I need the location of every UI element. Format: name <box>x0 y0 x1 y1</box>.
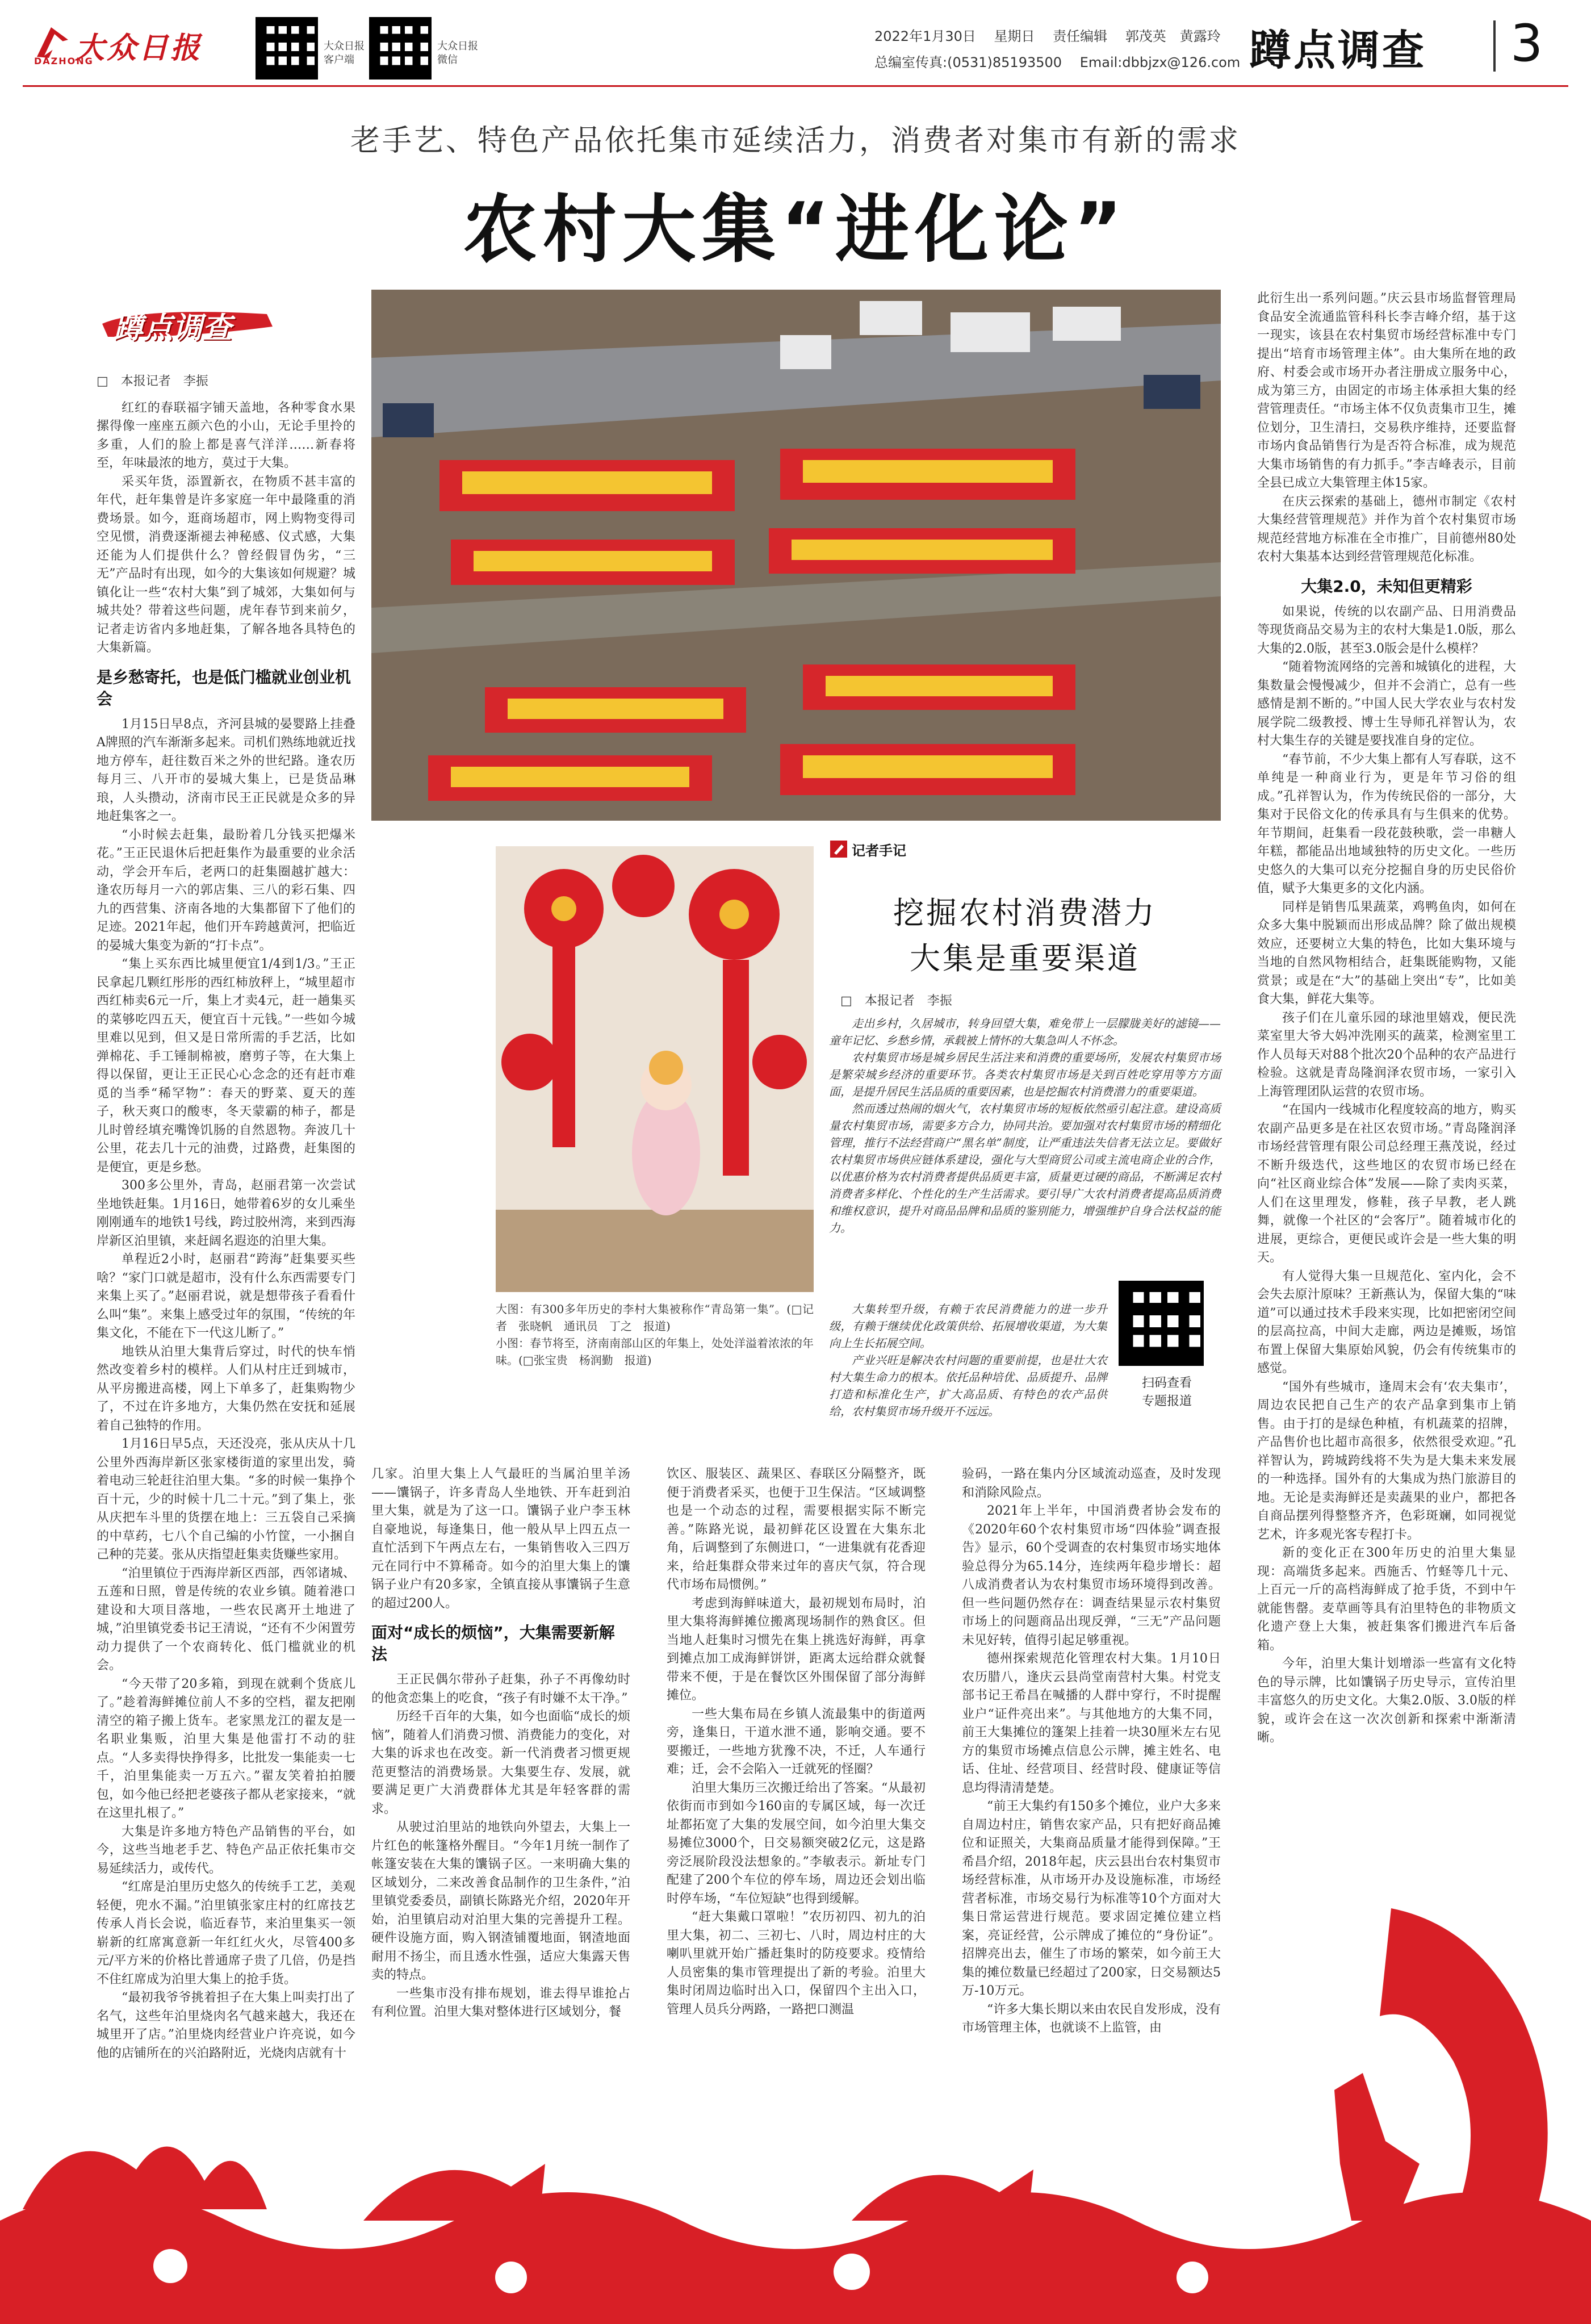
issue-weekday: 星期日 <box>994 28 1035 44</box>
paragraph: 几家。泊里大集上人气最旺的当属泊里羊汤——馕锅子，许多青岛人坐地铁、开车赶到泊里大集，就是为了这一口。馕锅子业户李玉林自豪地说，每逢集日，他一般从早上四五点一直忙活到下午两点左右，一集销售收入三四万元在同行中不算稀奇。如今的泊里大集上的馕锅子业户有20多家，全镇直接从事馕锅子生意的超过200人。 <box>371 1467 630 1611</box>
paragraph: 历经千百年的大集，如今也面临“成长的烦恼”，随着人们消费习惯、消费能力的变化，对大集的诉求也在改变。新一代消费者习惯更规范更整洁的消费场景。大集要生存、发展，就要满足更广大消费群体尤其是年轻客群的需求。 <box>371 1709 630 1816</box>
column-badge-text: 蹲点调查 <box>114 311 232 345</box>
paragraph: 德州探索规范化管理农村大集。1月10日农历腊八，逢庆云县尚堂南营村大集。村党支部书记王希昌在喊播的人群中穿行，不时提醒业户“证件亮出来”。与其他地方的大集不同，前王大集摊位的篷架上挂着一块30厘米左右见方的集贸市场摊点信息公示牌，摊主姓名、电话、住址、经营项目、经营时段、健康证等信息均得清清楚楚。 <box>962 1652 1221 1795</box>
notes-qr[interactable] <box>1119 1281 1204 1366</box>
notes-body-lower <box>829 1301 1107 1418</box>
notes-tag <box>829 838 943 860</box>
paragraph: 红红的春联福字铺天盖地，各种零食水果摞得像一座座五颜六色的小山，无论手里拎的多重，人们的脸上都是喜气洋洋……新春将至，年味最浓的地方，莫过于大集。 <box>97 400 355 470</box>
paragraph: 采买年货，添置新衣，在物质不甚丰富的年代，赶年集曾是许多家庭一年中最隆重的消费场景。如今，逛商场超市，网上购物变得司空见惯，消费逐渐褪去神秘感、仪式感，大集还能为人们提供什么？曾经假冒伪劣，“三无”产品时有出现，如今的大集该如何规避？城镇化让一些“农村大集”到了城郊，大集如何与城共处？带着这些问题，虎年春节到来前夕，记者走访省内多地赶集，了解各地各具特色的大集新篇。 <box>97 474 355 655</box>
paragraph: “红席是泊里历史悠久的传统手工艺，美观轻便，兜水不漏。”泊里镇张家庄村的红席技艺传承人肖长会说，临近春节，来泊里集买一领崭新的红席寓意新一年红红火火，尽管400多元/平方米的价格比普通席子贵了几倍，仍是挡不住红席成为泊里大集上的抢手货。 <box>97 1880 355 1987</box>
paragraph: 同样是销售瓜果蔬菜，鸡鸭鱼肉，如何在众多大集中脱颖而出形成品牌？除了做出规模效应，还要树立大集的特色，比如大集环境与当地的自然风物相结合，赶集既能购物，又能赏景；或是在“大”的基础上突出“专”，比如美食大集，鲜花大集等。 <box>1257 900 1516 1006</box>
paragraph: 此衍生出一系列问题。”庆云县市场监督管理局食品安全流通监管科科长李吉峰介绍，基于这一现实，该县在农村集贸市场经营标准中专门提出“培育市场管理主体”。由大集所在地的政府、村委会或市场开办者注册成立服务中心，成为第三方，由固定的市场主体承担大集的经营管理责任。“市场主体不仅负责集市卫生，摊位划分，卫生清扫，交易秩序维持，还要监督市场内食品销售行为是否符合标准，成为规范大集市场销售的有力抓手。”李吉峰表示，目前全县已成立大集管理主体15家。 <box>1257 291 1516 490</box>
paragraph: 一些集市没有排布规划，谁去得早谁抢占有利位置。泊里大集对整体进行区域划分，餐 <box>371 1986 630 2019</box>
masthead <box>0 0 1591 85</box>
page-number: 3 <box>1510 14 1543 73</box>
col-right-article <box>1257 290 1516 1971</box>
issue-date: 2022年1月30日 <box>874 28 976 44</box>
notes-tag-text: 记者手记 <box>852 842 906 859</box>
paragraph: 一些大集布局在乡镇人流最集中的街道两旁，逢集日，干道水泄不通，影响交通。要不要搬迁，一些地方犹豫不决，不迁，人车通行难；迁，会不会陷入一迁就死的怪圈？ <box>667 1707 926 1777</box>
paragraph: 孩子们在儿童乐园的球池里嬉戏，便民洗菜室里大爷大妈冲洗刚买的蔬菜，检测室里工作人员每天对88个批次20个品种的农产品进行检验。这就是青岛隆润泽农贸市场，一家引入上海管理团队运营的农贸市场。 <box>1257 1010 1516 1099</box>
paragraph: “最初我爷爷挑着担子在大集上叫卖打出了名气，这些年泊里烧肉名气越来越大，我还在城里开了店。”泊里烧肉经营业户许亮说，如今他的店铺所在的兴泊路附近，光烧肉店就有十 <box>97 1991 355 2060</box>
paragraph: 地铁从泊里大集背后穿过，时代的快车悄然改变着乡村的模样。人们从村庄迁到城市，从平房搬进高楼，网上下单多了，赶集购物少了，不过在许多地方，大集仍然在安抚和延展着自己独特的作用。 <box>97 1344 355 1433</box>
paragraph: 验码，一路在集内分区域流动巡查，及时发现和消除风险点。 <box>962 1467 1221 1500</box>
paragraph: “许多大集长期以来由农民自发形成，没有市场管理主体，也就谈不上监管，由 <box>962 2002 1221 2035</box>
notes-title-2: 大集是重要渠道 <box>910 941 1140 976</box>
paragraph: 单程近2小时，赵丽君“跨海”赶集要买些啥？“家门口就是超市，没有什么东西需要专门来集上买了。”赵丽君说，就是想带孩子看看什么叫“集”。来集上感受过年的氛围，“传统的年集文化，不能在下一代这儿断了。” <box>97 1252 355 1340</box>
lotus-papercut <box>23 2147 267 2210</box>
paragraph: “集上买东西比城里便宜1/4到1/3。”王正民拿起几颗红彤彤的西红柿放秤上，“城里超市西红柿卖6元一斤，集上才卖4元，赶一趟集买的菜够吃四五天，便宜百十元钱。”一些如今城里难以见到，但又是日常所需的手艺活，比如弹棉花、手工锤制棉被，磨剪子等，在大集上得以保留，更让王正民心心念念的还有赶市难觅的当季“稀罕物”：春天的野菜、夏天的莲子，秋天爽口的酸枣，冬天蒙霸的柿子，都是儿时曾经填充嘴馋饥肠的自然恩物。奔波几十公里，花去几十元的油费，过路费，赶集图的是便宜，更是乡愁。 <box>97 957 355 1174</box>
caption-small: 小图：春节将至，济南南部山区的年集上，处处洋溢着浓浓的年味。(□张宝贵 杨润勤 报道) <box>496 1336 814 1367</box>
fish-papercut <box>363 2164 545 2221</box>
pen-icon <box>829 839 848 859</box>
headline-title: 农村大集“进化论” <box>463 186 1128 273</box>
paragraph: 在庆云探索的基础上，德州市制定《农村大集经营管理规范》并作为首个农村集贸市场规范经营地方标准在全市推广，目前德州80处农村大集基本达到经营管理规范化标准。 <box>1257 494 1516 564</box>
notes-body <box>829 1015 1221 1299</box>
editor-label: 责任编辑 <box>1053 28 1108 44</box>
paragraph: 如果说，传统的以农副产品、日用消费品等现货商品交易为主的农村大集是1.0版，那么大集的2.0版，甚至3.0版会是什么模样？ <box>1257 604 1516 656</box>
hotline: 总编室传真:(0531)85193500 <box>874 55 1062 70</box>
qr-wechat[interactable] <box>369 17 432 80</box>
paragraph: “随着物流网络的完善和城镇化的进程，大集数量会慢慢减少，但并不会消亡，总有一些感情是割不断的。”中国人民大学农业与农村发展学院二级教授、博士生导师孔祥智认为，农村大集生存的关键是要找准自身的定位。 <box>1257 660 1516 748</box>
paragraph: 1月16日早5点，天还没亮，张从庆从十几公里外西海岸新区张家楼街道的家里出发，骑着电动三轮赶往泊里大集。“多的时候一集挣个百十元，少的时候十几二十元。”到了集上，张从庆把车斗里的货摆在地上：三五袋自己采摘的中草药，七八个自己编的小竹筐，一小捆自己种的芫荽。张从庆指望赶集卖货赚些家用。 <box>97 1437 355 1562</box>
issue-info <box>874 25 1221 45</box>
market-aerial-illustration <box>371 290 1221 821</box>
email: Email:dbbjzx@126.com <box>1079 55 1241 70</box>
paragraph: “国外有些城市，逢周末会有‘农夫集市’，周边农民把自己生产的农产品拿到集市上销售。由于打的是绿色种植，有机蔬菜的招牌，产品售价也比超市高很多，依然很受欢迎。”孔祥智认为，跨城跨线将不失为是大集未来发展的一种选择。国外有的大集成为热门旅游目的地。无论是卖海鲜还是卖蔬果的业户，都把各自商品摆列得整整齐齐，色彩斑斓，如同视觉艺术，许多观光客专程打卡。 <box>1257 1380 1516 1542</box>
papercut-border-decoration <box>0 1903 1591 2324</box>
subheading: 是乡愁寄托，也是低门槛就业创业机会 <box>97 667 351 708</box>
paragraph: 1月15日早8点，齐河县城的晏婴路上挂叠A牌照的汽车渐渐多起来。司机们熟练地就近找地方停车，赶往数百米之外的世纪路。逢农历每月三、八开市的晏城大集上，已是货品琳琅，人头攒动，济南市民王正民就是众多的异地赶集客之一。 <box>97 717 355 824</box>
paragraph: 王正民偶尔带孙子赶集，孙子不再像幼时的他贪恋集上的吃食，“孩子有时嫌不太干净。” <box>371 1673 630 1706</box>
paragraph: “前王大集约有150多个摊位，业户大多来自周边村庄，销售农家产品，只有把好商品摊位和证照关，大集商品质量才能得到保障。”王希昌介绍，2018年起，庆云县出台农村集贸市场经营标准，从市场开办及设施标准，市场经营者标准，市场交易行为标准等10个方面对大集日常运营进行规范。要求固定摊位建立档案，亮证经营，公示牌成了摊位的“身份证”。招牌亮出去，催生了市场的繁荣，如今前王大集的摊位数量已经超过了200家，日交易额达5万-10万元。 <box>962 1799 1221 1998</box>
paragraph: 新的变化正在300年历史的泊里大集显现：高端货多起来。西施舌、竹蛏等几十元、上百元一斤的高档海鲜成了抢手货，不到中午就能售罄。麦草画等具有泊里特色的非物质文化遗产登上大集，被赶集客们搬进汽车后备箱。 <box>1257 1546 1516 1653</box>
logo-sub: DAZHONG <box>34 56 94 66</box>
paragraph: 饮区、服装区、蔬果区、春联区分隔整齐，既便于消费者采买，也便于卫生保洁。“区域调整也是一个动态的过程，需要根据实际不断完善。”陈路光说，最初鲜花区设置在大集东北角，后调整到了东侧进口，“一进集就有花香迎来，给赶集群众带来过年的喜庆气氛，符合现代市场布局惯例。” <box>667 1467 926 1592</box>
paragraph: 300多公里外，青岛，赵丽君第一次尝试坐地铁赶集。1月16日，她带着6岁的女儿乘坐刚刚通车的地铁1号线，跨过胶州湾，来到西海岸新区泊里镇，来赶阔名遐迩的泊里大集。 <box>97 1178 355 1248</box>
paragraph: 然而透过热闹的烟火气，农村集贸市场的短板依然亟引起注意。建设高质量农村集贸市场，需要多方合力，协同共治。要加强对农村集贸市场的精细化管理，推行不法经营商户“黑名单”制度，让严重违法失信者无法立足。要做好农村集贸市场供应链体系建设，强化与大型商贸公司或主流电商企业的合作，以优惠价格为农村消费者提供品质更丰富，质量更过硬的商品，不断满足农村消费者多样化、个性化的生产生活需求。要引导广大农村消费者提高品质消费和维权意识，提升对商品品牌和品质的鉴别能力，增强维护自身合法权益的能力。 <box>829 1102 1221 1235</box>
notes-qr-caption: 扫码查看 专题报道 <box>1141 1376 1192 1408</box>
column-badge <box>97 292 278 349</box>
paragraph: 考虑到海鲜味道大，最初规划布局时，泊里大集将海鲜摊位搬离现场制作的熟食区。但当地人赶集时习惯先在集上挑选好海鲜，再拿到摊点加工成海鲜饼饼，距离太远给群众就餐带来不便，于是在餐饮区外围保留了部分海鲜摊位。 <box>667 1596 926 1703</box>
masthead-rule <box>23 85 1568 87</box>
paragraph: 2021年上半年，中国消费者协会发布的《2020年60个农村集贸市场“四体验”调查报告》显示，60个受调查的农村集贸市场实地体验总得分为65.14分，连续两年稳步增长：超八成消费者认为农村集贸市场环境得到改善。但一些问题仍然存在：调查结果显示农村集贸市场上的问题商品出现反弹，“三无”产品问题未见好转，值得引起足够重视。 <box>962 1504 1221 1648</box>
paragraph: “在国内一线城市化程度较高的地方，购买农副产品更多是在社区农贸市场。”青岛隆润泽市场经营管理有限公司总经理王燕茂说，经过不断升级迭代，这些地区的农贸市场已经在向“社区商业综合体”发展——除了卖肉买菜，人们在这里理发，修鞋，孩子早教，老人跳舞，就像一个社区的“会客厅”。随着城市化的进展，更综合，更便民或许会是一些大集的明天。 <box>1257 1103 1516 1265</box>
paragraph: “赶大集戴口罩啦！”农历初四、初九的泊里大集，初二、三初七、八时，周边村庄的大喇叭里就开始广播赶集时的防疫要求。疫情给人员密集的集市管理提出了新的考验。泊里大集时闭周边临时出入口，保留四个主出入口，管理人员兵分两路，一路把口测温 <box>667 1910 926 2017</box>
paragraph: 泊里大集历三次搬迁给出了答案。“从最初依街而市到如今160亩的专属区域，每一次迁址都拓宽了大集的发展空间，如今泊里大集交易摊位3000个，日交易额突破2亿元，这是路旁泛展阶段没法想象的。”李敏表示。新址专门配建了200个车位的停车场，周边还会划出临时停车场，“车位短缺”也得到缓解。 <box>667 1780 926 1906</box>
paragraph: “泊里镇位于西海岸新区西部，西邻诸城、五莲和日照，曾是传统的农业乡镇。随着港口建设和大项目落地，一些农民离开土地进了城，”泊里镇党委书记王清说，“还有不少闲置劳动力提供了一个农商转化、低门槛就业的机会。 <box>97 1566 355 1673</box>
fish-papercut <box>852 2170 1033 2221</box>
paragraph: 产业兴旺是解决农村问题的重要前提，也是壮大农村大集生命力的根本。依托品种培优、品质提升、品牌打造和标准化生产，扩大高品质、有特色的农产品供给，农村集贸市场升级开不远远。 <box>829 1353 1107 1418</box>
paragraph: 有人觉得大集一旦规范化、室内化，会不会失去原汁原味？王新燕认为，保留大集的“味道”可以通过技术手段来实现，比如把密闭空间的层高拉高，中间大走廊，两边是摊贩，场馆布置上保留大集原始风貌，仍会有传统集市的感觉。 <box>1257 1269 1516 1376</box>
lantern-stall-illustration <box>496 846 814 1292</box>
byline: □ 本报记者 李振 <box>97 374 208 388</box>
paragraph: 从驶过泊里站的地铁向外望去，大集上一片红色的帐篷格外醒目。“今年1月统一制作了帐篷安装在大集的馕锅子区。一来明确大集的区域划分，二来改善食品制作的卫生条件，”泊里镇党委委员，副镇长陈路光介绍，2020年开始，泊里镇启动对泊里大集的完善提升工程。硬件设施方面，购入钢渣铺覆地面，钢渣地面耐用不扬尘，而且透水性强，适应大集露天售卖的特点。 <box>371 1820 630 1982</box>
qr-wechat-label: 大众日报 微信 <box>437 40 478 66</box>
caption-big: 大图：有300多年历史的李村大集被称作“青岛第一集”。(□记者 张晓帆 通讯员 丁之 报道) <box>496 1302 814 1333</box>
contact-info <box>874 51 1240 71</box>
logo-text: 大众日报 <box>75 31 203 65</box>
paragraph: 今年，泊里大集计划增添一些富有文化特色的导示牌，比如馕锅子历史导示，宣传泊里丰富悠久的历史文化。大集2.0版、3.0版的样貌，或许会在这一次次创新和探索中渐渐清晰。 <box>1257 1657 1516 1745</box>
editor-names: 郭茂英 黄露玲 <box>1125 28 1221 44</box>
notes-title-1: 挖掘农村消费潜力 <box>893 895 1157 931</box>
notes-byline: □ 本报记者 李振 <box>840 994 952 1008</box>
section-title: 蹲点调查 <box>1249 26 1426 75</box>
logo <box>34 23 216 68</box>
qr-app-label: 大众日报 客户端 <box>324 40 365 66</box>
photo-caption <box>496 1301 814 1369</box>
paragraph: “小时候去赶集，最盼着几分钱买把爆米花。”王正民退休后把赶集作为最重要的业余活动，学会开车后，老两口的赶集圈越扩越大：逢农历每月一六的郭店集、三八的彩石集、四九的西营集、济南各地的大集都留下了他们的足迹。2021年起，他们开车跨越黄河，把临近的晏城大集变为新的“打卡点”。 <box>97 827 355 953</box>
subheading: 面对“成长的烦恼”，大集需要新解法 <box>371 1623 615 1663</box>
paragraph: 大集是许多地方特色产品销售的平台，如今，这些当地老手艺、特色产品正依托集市交易延续活力，或传代。 <box>97 1824 355 1876</box>
paragraph: 走出乡村，久居城市，转身回望大集，难免带上一层朦胧美好的滤镜——童年记忆、乡愁乡情，承载被上情怀的大集急叫人不怀念。 <box>829 1017 1221 1047</box>
qr-app[interactable] <box>256 17 318 80</box>
dancer-papercut <box>1334 2073 1420 2221</box>
paragraph: 农村集贸市场是城乡居民生活注来和消费的重要场所，发展农村集贸市场是繁荣城乡经济的重要环节。各类农村集贸市场是关到百姓吃穿用等方方面面，是提升居民生活品质的重要因素，也是挖掘农村消费潜力的重要渠道。 <box>829 1051 1221 1098</box>
paragraph: “春节前，不少大集上都有人写春联，这不单纯是一种商业行为，更是年节习俗的组成。”孔祥智认为，作为传统民俗的一部分，大集对于民俗文化的传承具有与生俱来的优势。年节期间，赶集看一段花鼓秧歌，尝一串糖人年糕，都能品出地域独特的历史文化。一些历史悠久的大集可以充分挖掘自身的历史民俗价值，赋予大集更多的文化内涵。 <box>1257 752 1516 896</box>
paragraph: “今天带了20多箱，到现在就剩个货底儿了。”趁着海鲜摊位前人不多的空档，翟友把刚清空的箱子搬上货车。老家黑龙江的翟友是一名职业集贩，泊里大集是他雷打不动的驻点。“人多卖得快挣得多，比批发一集能卖一七千，泊里集能卖一万五六。”翟友笑着拍拍腰包，如今他已经把老婆孩子都从老家接来，“就在这里扎根了。” <box>97 1677 355 1820</box>
headline-kicker: 老手艺、特色产品依托集市延续活力，消费者对集市有新的需求 <box>350 124 1241 158</box>
main-photo-aerial <box>371 290 1221 821</box>
small-photo-child <box>496 846 814 1292</box>
section-divider <box>1493 20 1496 72</box>
paragraph: 大集转型升级，有赖于农民消费能力的进一步升级，有赖于继续优化政策供给、拓展增收渠道，为大集向上生长拓展空间。 <box>829 1302 1107 1350</box>
subheading: 大集2.0，未知但更精彩 <box>1301 576 1472 596</box>
